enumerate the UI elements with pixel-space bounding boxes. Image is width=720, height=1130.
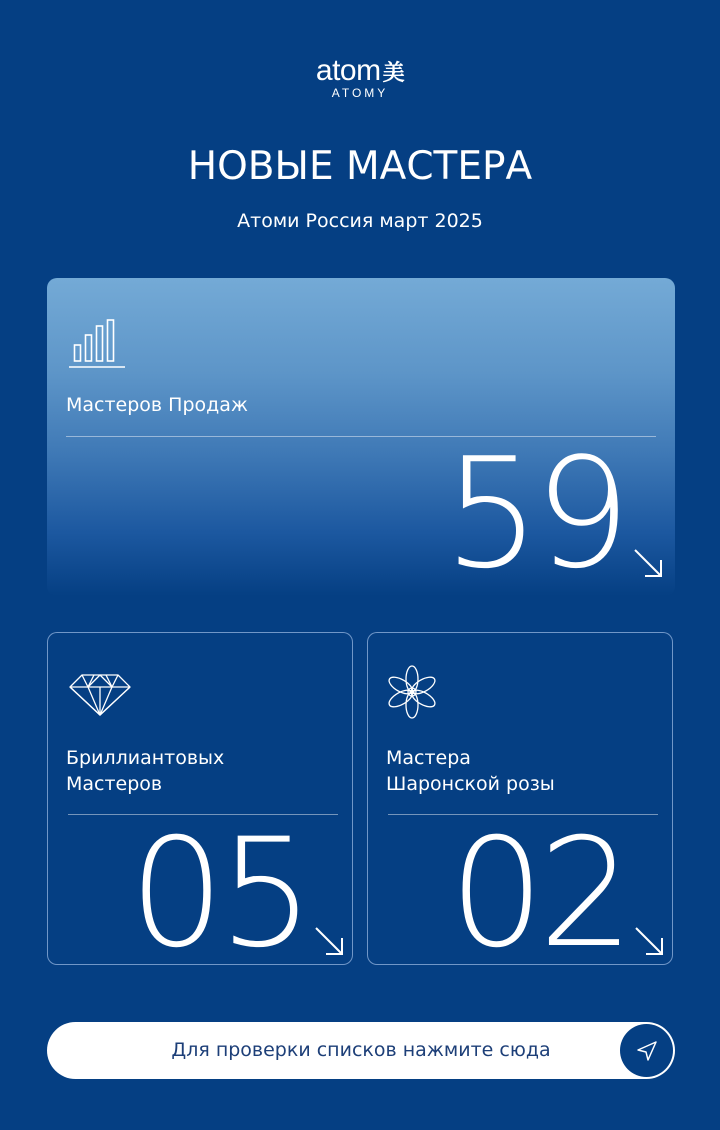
check-lists-button[interactable] [47, 1022, 675, 1079]
page-title: НОВЫЕ МАСТЕРА [187, 144, 533, 189]
send-button[interactable] [620, 1024, 673, 1077]
arrow-down-right-icon [634, 926, 664, 956]
arrow-down-right-icon [314, 926, 344, 956]
arrow-down-right-icon [633, 548, 663, 578]
sales-masters-card[interactable] [47, 278, 675, 596]
sales-masters-count: 59 [443, 425, 625, 596]
logo-wordmark-text: atom [315, 54, 381, 87]
sharon-rose-masters-card[interactable] [367, 632, 673, 981]
diamond-masters-card[interactable] [47, 632, 353, 981]
diamond-masters-count: 05 [129, 807, 308, 981]
logo-subtitle: ATOMY [331, 86, 389, 100]
brand-logo [0, 54, 720, 100]
logo-wordmark [316, 54, 404, 88]
page-subtitle: Атоми Россия март 2025 [237, 210, 483, 232]
bar-chart-icon [69, 318, 127, 370]
diamond-masters-label: Бриллиантовых Мастеров [66, 747, 225, 795]
send-arrow-icon [635, 1039, 659, 1063]
flower-icon [384, 663, 440, 721]
check-lists-button-label: Для проверки списков нажмите сюда [171, 1039, 551, 1061]
sales-masters-label: Мастеров Продаж [66, 394, 249, 416]
sharon-rose-masters-count: 02 [449, 807, 628, 981]
logo-hanja: 美 [382, 61, 405, 86]
sharon-rose-masters-label: Мастера Шаронской розы [386, 747, 555, 795]
diamond-icon [68, 669, 132, 719]
